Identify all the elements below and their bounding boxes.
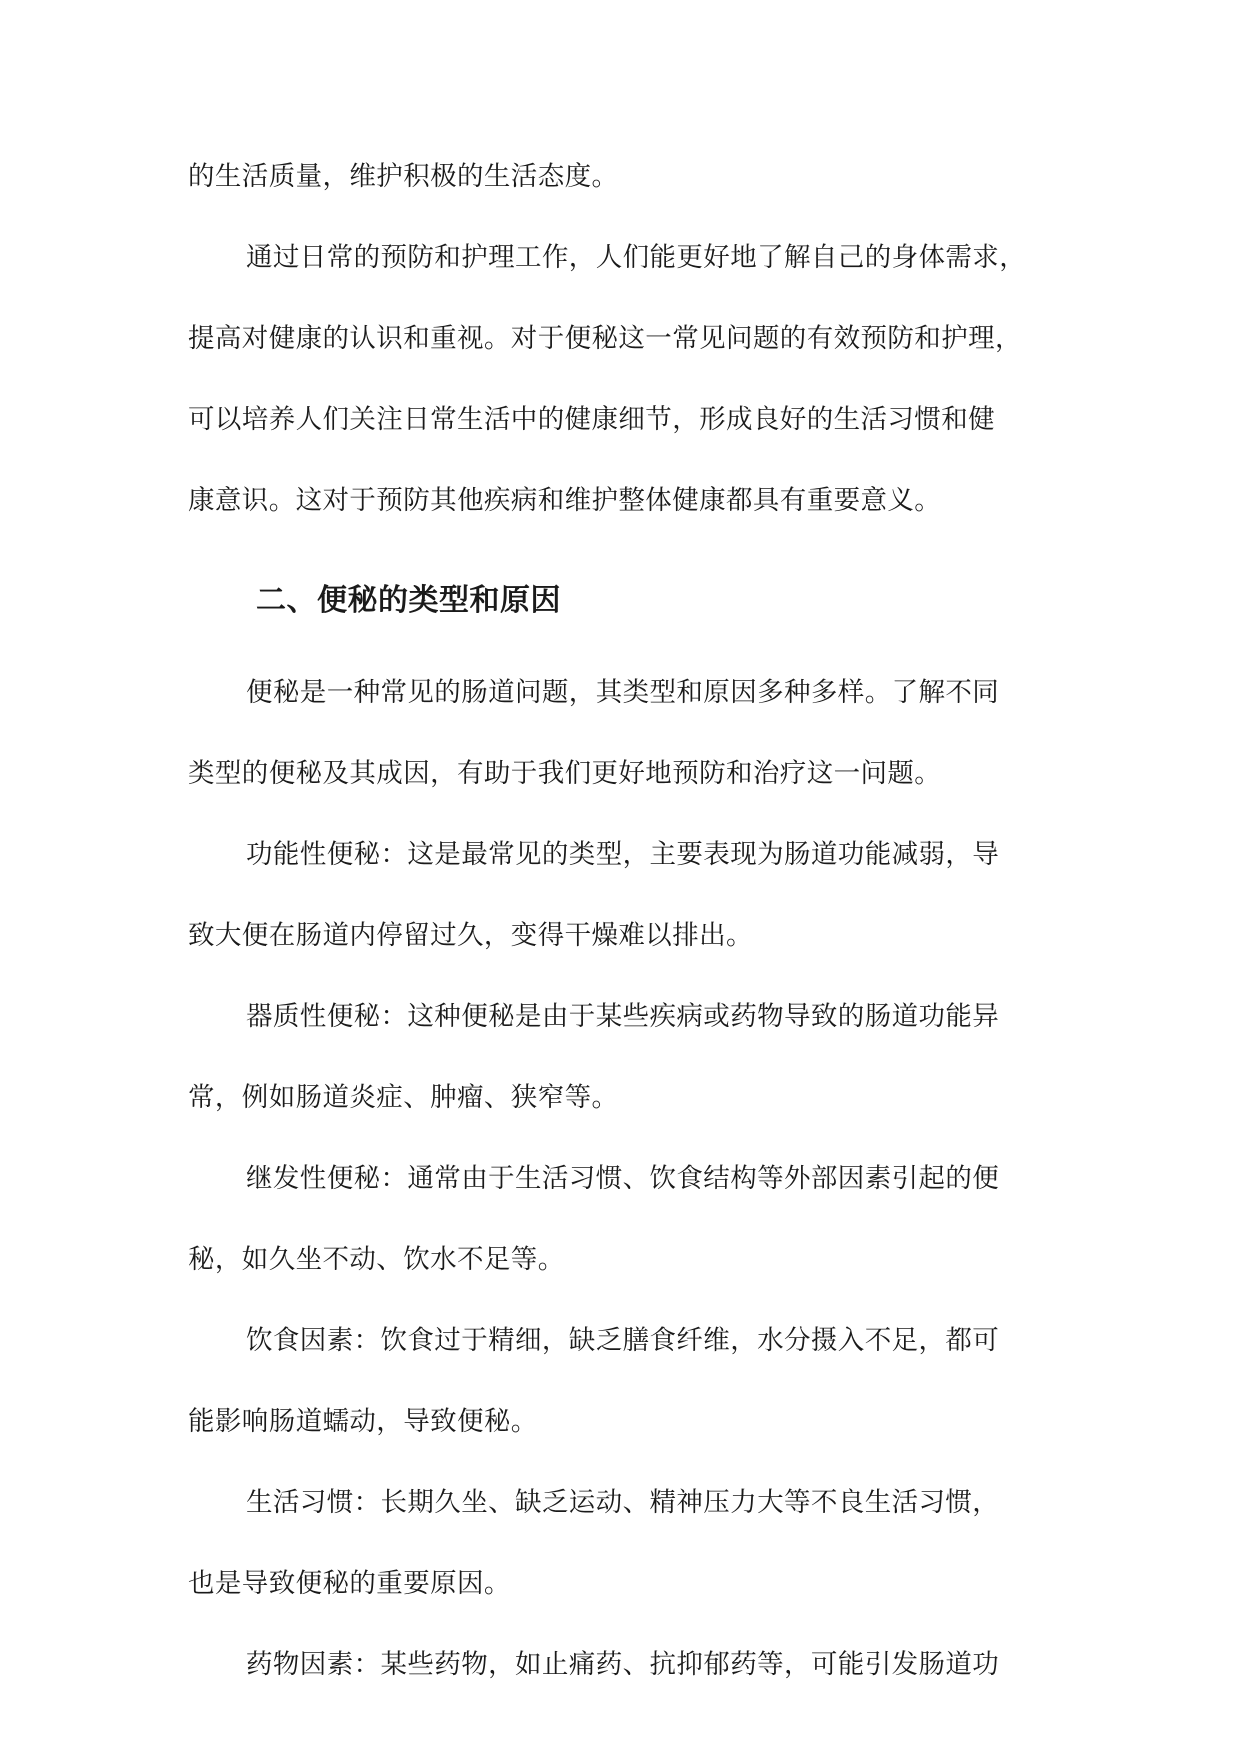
section-heading: 二、便秘的类型和原因 (256, 583, 561, 618)
paragraph-line: 便秘是一种常见的肠道问题，其类型和原因多种多样。了解不同 (246, 677, 1000, 708)
paragraph-line: 常，例如肠道炎症、肿瘤、狭窄等。 (188, 1082, 619, 1113)
paragraph-line: 器质性便秘：这种便秘是由于某些疾病或药物导致的肠道功能异 (246, 1001, 1000, 1032)
paragraph-line: 康意识。这对于预防其他疾病和维护整体健康都具有重要意义。 (188, 485, 942, 516)
paragraph-line: 功能性便秘：这是最常见的类型，主要表现为肠道功能减弱，导 (246, 839, 1000, 870)
paragraph-line: 类型的便秘及其成因，有助于我们更好地预防和治疗这一问题。 (188, 758, 942, 789)
paragraph-line: 秘，如久坐不动、饮水不足等。 (188, 1244, 565, 1275)
paragraph-line: 饮食因素：饮食过于精细，缺乏膳食纤维，水分摄入不足，都可 (246, 1325, 1000, 1356)
paragraph-line: 也是导致便秘的重要原因。 (188, 1568, 511, 1599)
paragraph-line: 药物因素：某些药物，如止痛药、抗抑郁药等，可能引发肠道功 (246, 1649, 1000, 1680)
paragraph-line: 能影响肠道蠕动，导致便秘。 (188, 1406, 538, 1437)
paragraph-line: 生活习惯：长期久坐、缺乏运动、精神压力大等不良生活习惯， (246, 1487, 1000, 1518)
paragraph-line: 致大便在肠道内停留过久，变得干燥难以排出。 (188, 920, 753, 951)
document-body (188, 136, 1050, 1705)
paragraph-line: 可以培养人们关注日常生活中的健康细节，形成良好的生活习惯和健 (188, 404, 995, 435)
paragraph-line: 继发性便秘：通常由于生活习惯、饮食结构等外部因素引起的便 (246, 1163, 1000, 1194)
paragraph-line: 的生活质量，维护积极的生活态度。 (188, 161, 619, 192)
paragraph-line: 提高对健康的认识和重视。对于便秘这一常见问题的有效预防和护理， (188, 323, 1022, 354)
paragraph-line: 通过日常的预防和护理工作，人们能更好地了解自己的身体需求， (246, 242, 1027, 273)
